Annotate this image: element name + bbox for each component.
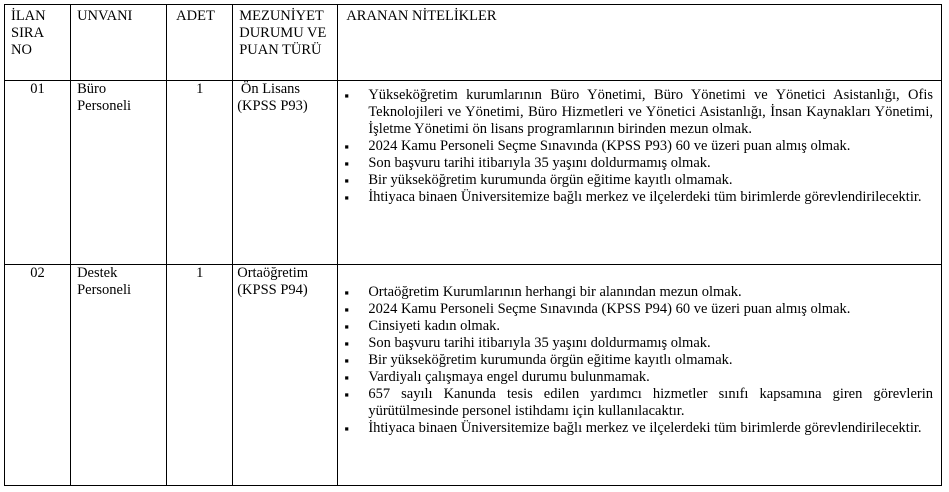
header-mezuniyet: MEZUNİYET DURUMU VE PUAN TÜRÜ [233,5,338,81]
header-ilan-sira-no: İLAN SIRA NO [5,5,71,81]
table-row [5,81,942,265]
header-adet: ADET [167,5,233,81]
row-unvan: Büro Personeli [71,81,167,265]
row-adet: 1 [167,81,233,265]
list-item: ▪ 657 sayılı Kanunda tesis edilen yardımcı hizmetler sınıfı kapsamına giren görevlerin yürütülmesinde personel istihdamı için kullanılacaktır. [368,386,933,420]
criteria-list [338,265,941,437]
row-number: 01 [5,81,71,265]
table-header-row [5,5,942,81]
row-unvan: Destek Personeli [71,265,167,486]
list-item: ▪ Yükseköğretim kurumlarının Büro Yönetimi, Büro Yönetimi ve Yönetici Asistanlığı, Ofis Teknolojileri ve Yönetimi, Büro Hizmetleri ve Yönetici Asistanlığı, İnsan Kaynakları Yönetimi, İşletme Yönetimi ön lisans programlarının birinden mezun olmak. [368,87,933,138]
criteria-list [338,81,941,206]
row-criteria [338,265,942,486]
list-item: ▪ Son başvuru tarihi itibarıyla 35 yaşını doldurmamış olmak. [368,155,933,172]
list-item: ▪ İhtiyaca binaen Üniversitemize bağlı merkez ve ilçelerdeki tüm birimlerde görevlendirilecektir. [368,420,933,437]
job-postings-table [4,4,942,486]
row-mezuniyet: Ortaöğretim (KPSS P94) [233,265,338,486]
row-adet: 1 [167,265,233,486]
list-item: ▪ Bir yükseköğretim kurumunda örgün eğitime kayıtlı olmamak. [368,352,933,369]
row-mezuniyet: Ön Lisans (KPSS P93) [233,81,338,265]
list-item: ▪ Ortaöğretim Kurumlarının herhangi bir alanından mezun olmak. [368,284,933,301]
header-aranan-nitelikler: ARANAN NİTELİKLER [338,5,942,81]
list-item: ▪ Cinsiyeti kadın olmak. [368,318,933,335]
list-item: ▪ İhtiyaca binaen Üniversitemize bağlı merkez ve ilçelerdeki tüm birimlerde görevlendirilecektir. [368,189,933,206]
list-item: ▪ Bir yükseköğretim kurumunda örgün eğitime kayıtlı olmamak. [368,172,933,189]
row-criteria [338,81,942,265]
header-unvani: UNVANI [71,5,167,81]
table-row [5,265,942,486]
list-item: ▪ Son başvuru tarihi itibarıyla 35 yaşını doldurmamış olmak. [368,335,933,352]
row-number: 02 [5,265,71,486]
list-item: ▪ Vardiyalı çalışmaya engel durumu bulunmamak. [368,369,933,386]
list-item: ▪ 2024 Kamu Personeli Seçme Sınavında (KPSS P93) 60 ve üzeri puan almış olmak. [368,138,933,155]
list-item: ▪ 2024 Kamu Personeli Seçme Sınavında (KPSS P94) 60 ve üzeri puan almış olmak. [368,301,933,318]
